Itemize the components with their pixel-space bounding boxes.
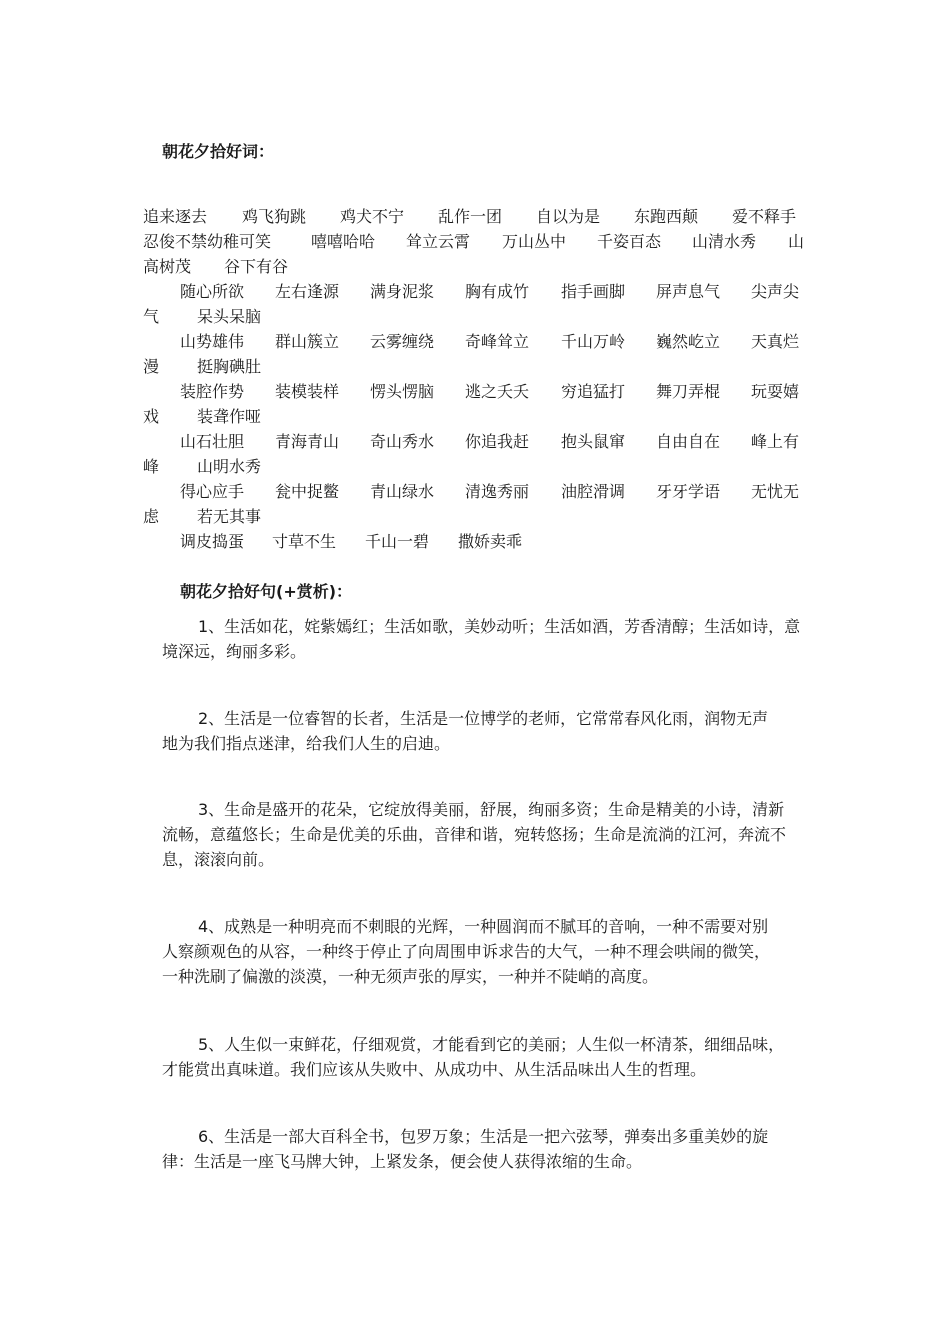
word-item: 调皮捣蛋 [180, 532, 245, 551]
sentence-paragraph [162, 1124, 812, 1174]
word-item: 瓮中捉鳖 [275, 482, 340, 501]
word-item: 气 [143, 307, 160, 326]
word-item: 自以为是 [536, 207, 601, 226]
paragraph-line: 人察颜观色的从容，一种终于停止了向周围申诉求告的大气，一种不理会哄闹的微笑， [162, 942, 771, 961]
word-item: 玩耍嬉 [751, 382, 800, 401]
word-item: 万山丛中 [502, 232, 567, 251]
word-item: 嘻嘻哈哈 [311, 232, 376, 251]
word-item: 千姿百态 [597, 232, 662, 251]
word-item: 穷追猛打 [561, 382, 626, 401]
word-item: 峰上有 [751, 432, 800, 451]
word-item: 左右逢源 [275, 282, 340, 301]
sentence-paragraph [162, 1032, 812, 1082]
word-item: 奇山秀水 [370, 432, 435, 451]
word-item: 山 [788, 232, 805, 251]
word-item: 山石壮胆 [180, 432, 245, 451]
word-item: 得心应手 [180, 482, 245, 501]
word-item: 屏声息气 [656, 282, 721, 301]
word-item: 天真烂 [751, 332, 800, 351]
word-item: 若无其事 [197, 507, 262, 526]
word-item: 逃之夭夭 [465, 382, 530, 401]
word-item: 呆头呆脑 [197, 307, 262, 326]
word-item: 忍俊不禁幼稚可笑 [143, 232, 272, 251]
word-item: 群山簇立 [275, 332, 340, 351]
word-item: 鸡犬不宁 [340, 207, 405, 226]
word-item: 戏 [143, 407, 160, 426]
word-item: 愣头愣脑 [370, 382, 435, 401]
word-item: 乱作一团 [438, 207, 503, 226]
paragraph-line: 地为我们指点迷津，给我们人生的启迪。 [162, 734, 451, 753]
paragraph-line: 律：生活是一座飞马牌大钟，上紧发条，便会使人获得浓缩的生命。 [162, 1152, 643, 1171]
word-item: 巍然屹立 [656, 332, 721, 351]
word-item: 千山万岭 [561, 332, 626, 351]
paragraph-line: 6、生活是一部大百科全书，包罗万象；生活是一把六弦琴，弹奏出多重美妙的旋 [198, 1127, 769, 1146]
word-item: 追来逐去 [143, 207, 208, 226]
word-item: 胸有成竹 [465, 282, 530, 301]
sentence-paragraph [162, 614, 812, 664]
word-item: 随心所欲 [180, 282, 245, 301]
word-item: 山清水秀 [692, 232, 757, 251]
word-item: 东跑西颠 [634, 207, 699, 226]
words-heading: 朝花夕拾好词： [162, 142, 275, 161]
word-item: 装腔作势 [180, 382, 245, 401]
word-item: 尖声尖 [751, 282, 800, 301]
word-item: 千山一碧 [365, 532, 430, 551]
word-item: 云雾缠绕 [370, 332, 435, 351]
word-item: 山明水秀 [197, 457, 262, 476]
paragraph-line: 才能赏出真味道。我们应该从失败中、从成功中、从生活品味出人生的哲理。 [162, 1060, 707, 1079]
word-item: 鸡飞狗跳 [242, 207, 307, 226]
word-item: 装模装样 [275, 382, 340, 401]
word-item: 撒娇卖乖 [458, 532, 523, 551]
word-item: 牙牙学语 [656, 482, 721, 501]
word-item: 挺胸碘肚 [197, 357, 262, 376]
word-item: 爱不释手 [732, 207, 797, 226]
word-item: 谷下有谷 [224, 257, 289, 276]
word-item: 清逸秀丽 [465, 482, 530, 501]
paragraph-line: 息，滚滚向前。 [162, 850, 275, 869]
paragraph-line: 1、生活如花，姹紫嫣红；生活如歌，美妙动听；生活如酒，芳香清醇；生活如诗，意 [198, 617, 801, 636]
word-item: 你追我赶 [465, 432, 530, 451]
word-item: 装聋作哑 [197, 407, 262, 426]
sentence-paragraph [162, 797, 812, 872]
word-item: 耸立云霄 [406, 232, 471, 251]
paragraph-line: 一种洗刷了偏激的淡漠，一种无须声张的厚实，一种并不陡峭的高度。 [162, 967, 659, 986]
word-item: 无忧无 [751, 482, 800, 501]
word-item: 指手画脚 [561, 282, 626, 301]
word-item: 高树茂 [143, 257, 192, 276]
paragraph-line: 流畅，意蕴悠长；生命是优美的乐曲，音律和谐，宛转悠扬；生命是流淌的江河，奔流不 [162, 825, 787, 844]
word-item: 寸草不生 [272, 532, 337, 551]
word-item: 奇峰耸立 [465, 332, 530, 351]
word-item: 漫 [143, 357, 160, 376]
paragraph-line: 3、生命是盛开的花朵，它绽放得美丽，舒展，绚丽多资；生命是精美的小诗，清新 [198, 800, 785, 819]
paragraph-line: 5、人生似一束鲜花，仔细观赏，才能看到它的美丽；人生似一杯清茶，细细品味， [198, 1035, 785, 1054]
paragraph-line: 4、成熟是一种明亮而不刺眼的光辉，一种圆润而不腻耳的音响，一种不需要对别 [198, 917, 769, 936]
word-item: 舞刀弄棍 [656, 382, 721, 401]
word-item: 虑 [143, 507, 160, 526]
word-item: 抱头鼠窜 [561, 432, 626, 451]
paragraph-line: 境深远，绚丽多彩。 [162, 642, 307, 661]
paragraph-line: 2、生活是一位睿智的长者，生活是一位博学的老师，它常常春风化雨，润物无声 [198, 709, 769, 728]
word-item: 青山绿水 [370, 482, 435, 501]
sentence-paragraph [162, 706, 812, 756]
word-item: 山势雄伟 [180, 332, 245, 351]
word-item: 满身泥浆 [370, 282, 435, 301]
word-item: 青海青山 [275, 432, 340, 451]
sentence-paragraph [162, 914, 812, 989]
sentences-heading: 朝花夕拾好句(+赏析)： [180, 582, 353, 601]
word-item: 峰 [143, 457, 160, 476]
word-item: 自由自在 [656, 432, 721, 451]
word-item: 油腔滑调 [561, 482, 626, 501]
